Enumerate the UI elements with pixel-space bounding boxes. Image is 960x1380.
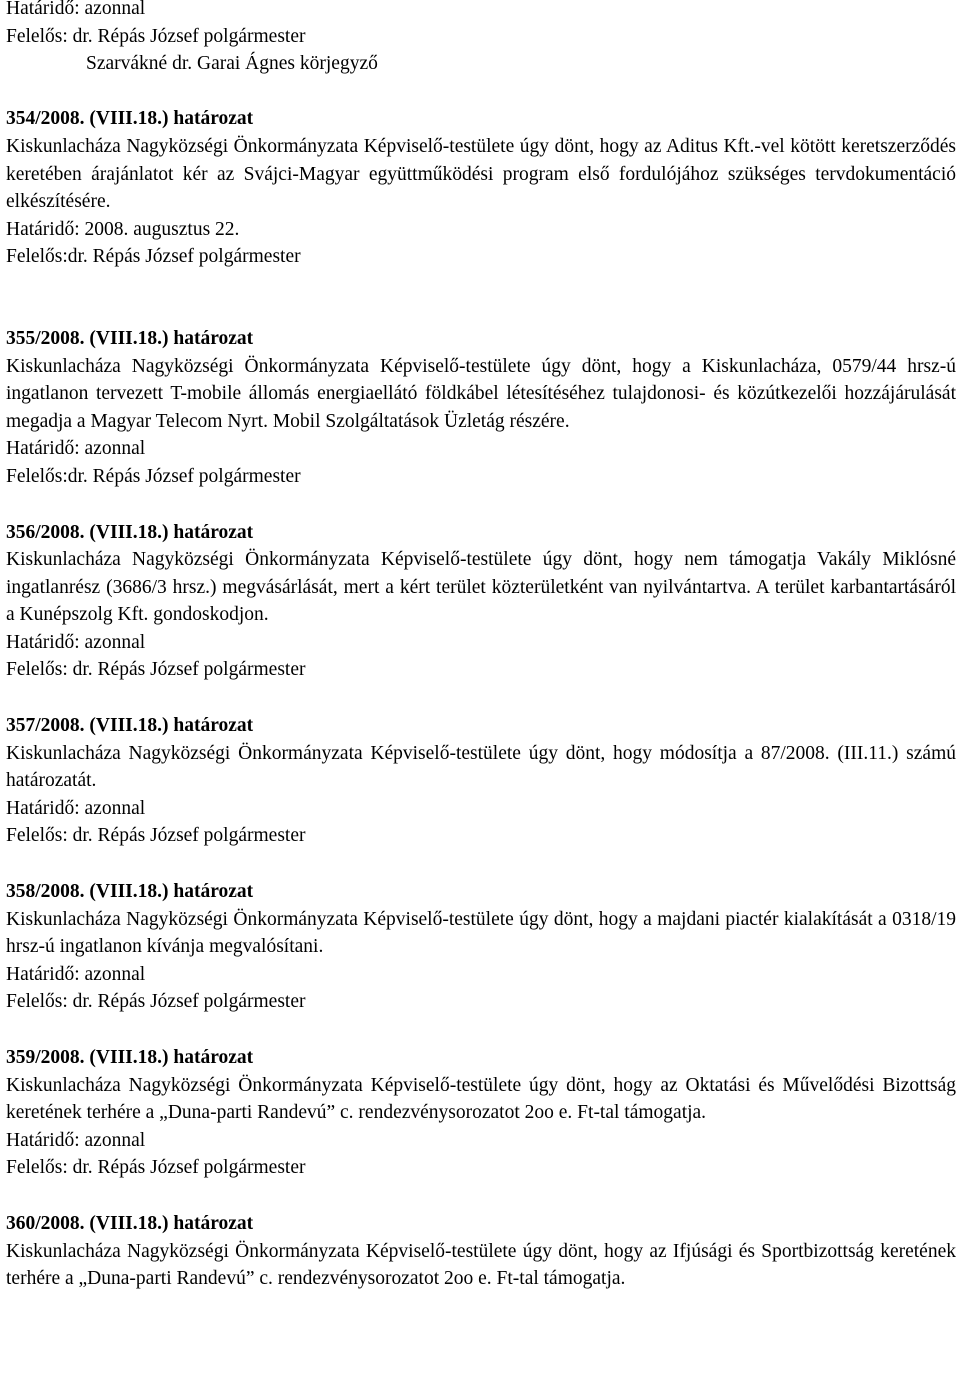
resolution-number: 356/2008. (VIII.18.) határozat bbox=[6, 521, 254, 543]
deadline-line: Határidő: azonnal bbox=[6, 963, 146, 985]
co-responsible-line: Szarvákné dr. Garai Ágnes körjegyző bbox=[86, 53, 378, 75]
spacer bbox=[6, 1182, 956, 1210]
spacer bbox=[6, 271, 956, 298]
spacer bbox=[6, 78, 956, 106]
resolution-355 bbox=[6, 325, 956, 491]
resolution-number: 359/2008. (VIII.18.) határozat bbox=[6, 1047, 254, 1068]
resolution-text: Kiskunlacháza Nagyközségi Önkormányzata Képviselő-testülete úgy dönt, hogy módosítja a 87/2008. (III.11.) számú határozatát. bbox=[6, 742, 956, 792]
resolution-358 bbox=[6, 878, 956, 1016]
previous-resolution-tail bbox=[6, 0, 956, 78]
deadline-line: Határidő: azonnal bbox=[6, 438, 146, 460]
resolution-text: Kiskunlacháza Nagyközségi Önkormányzata Képviselő-testülete úgy dönt, hogy a Kiskunlacháza, 0579/44 hrsz-ú ingatlanon tervezett T-mobile állomás energiaellátó földkábel létesítéséhez tulajdonosi- és közútkezelői hozzájárulását megadja a Magyar Telecom Nyrt. Mobil Szolgáltatások Üzletág részére. bbox=[6, 355, 956, 432]
resolution-360 bbox=[6, 1210, 956, 1293]
spacer bbox=[6, 1016, 956, 1044]
deadline-line: Határidő: azonnal bbox=[6, 1129, 146, 1151]
responsible-line: Felelős: dr. Répás József polgármester bbox=[6, 1157, 306, 1179]
spacer bbox=[6, 850, 956, 878]
spacer bbox=[6, 298, 956, 325]
deadline-line: Határidő: azonnal bbox=[6, 631, 146, 653]
resolution-text: Kiskunlacháza Nagyközségi Önkormányzata Képviselő-testülete úgy dönt, hogy az Aditus Kft.-vel kötött keretszerződés keretében árajánlatot kér az Svájci-Magyar együttműködési program első fordulójához szükséges tervdokumentáció elkészítésére. bbox=[6, 135, 956, 213]
responsible-line: Felelős:dr. Répás József polgármester bbox=[6, 465, 301, 487]
resolution-number: 355/2008. (VIII.18.) határozat bbox=[6, 327, 254, 349]
resolution-354 bbox=[6, 105, 956, 271]
deadline-line: Határidő: 2008. augusztus 22. bbox=[6, 218, 240, 240]
responsible-line: Felelős: dr. Répás József polgármester bbox=[6, 659, 306, 681]
resolution-357 bbox=[6, 712, 956, 850]
resolution-text: Kiskunlacháza Nagyközségi Önkormányzata Képviselő-testülete úgy dönt, hogy a majdani piactér kialakítását a 0318/19 hrsz-ú ingatlanon kívánja megvalósítani. bbox=[6, 908, 956, 958]
resolution-text: Kiskunlacháza Nagyközségi Önkormányzata Képviselő-testülete úgy dönt, hogy az Ifjúsági és Sportbizottság keretének terhére a „Duna-parti Randevú” c. rendezvénysorozatot 2oo e. Ft-tal támogatja. bbox=[6, 1240, 956, 1290]
document-page bbox=[6, 0, 956, 1293]
responsible-line: Felelős: dr. Répás József polgármester bbox=[6, 825, 306, 847]
resolution-359 bbox=[6, 1044, 956, 1182]
spacer bbox=[6, 684, 956, 712]
resolution-text: Kiskunlacháza Nagyközségi Önkormányzata Képviselő-testülete úgy dönt, hogy nem támogatja Vakály Miklósné ingatlanrész (3686/3 hrsz.) megvásárlását, mert a kért terület közterületként van nyilvántartva. A terület karbantartásáról a Kunépszolg Kft. gondoskodjon. bbox=[6, 549, 956, 626]
responsible-line: Felelős: dr. Répás József polgármester bbox=[6, 991, 306, 1013]
resolution-number: 354/2008. (VIII.18.) határozat bbox=[6, 108, 254, 130]
resolution-356 bbox=[6, 519, 956, 685]
resolution-number: 357/2008. (VIII.18.) határozat bbox=[6, 715, 254, 737]
responsible-line: Felelős: dr. Répás József polgármester bbox=[6, 25, 306, 47]
resolution-number: 360/2008. (VIII.18.) határozat bbox=[6, 1212, 254, 1234]
deadline-line: Határidő: azonnal bbox=[6, 797, 146, 819]
resolution-number: 358/2008. (VIII.18.) határozat bbox=[6, 881, 254, 903]
resolution-text: Kiskunlacháza Nagyközségi Önkormányzata Képviselő-testülete úgy dönt, hogy az Oktatási és Művelődési Bizottság keretének terhére a „Duna-parti Randevú” c. rendezvénysorozatot 2oo e. Ft-tal támogatja. bbox=[6, 1074, 956, 1124]
responsible-line: Felelős:dr. Répás József polgármester bbox=[6, 246, 301, 268]
spacer bbox=[6, 491, 956, 519]
deadline-line: Határidő: azonnal bbox=[6, 0, 146, 19]
